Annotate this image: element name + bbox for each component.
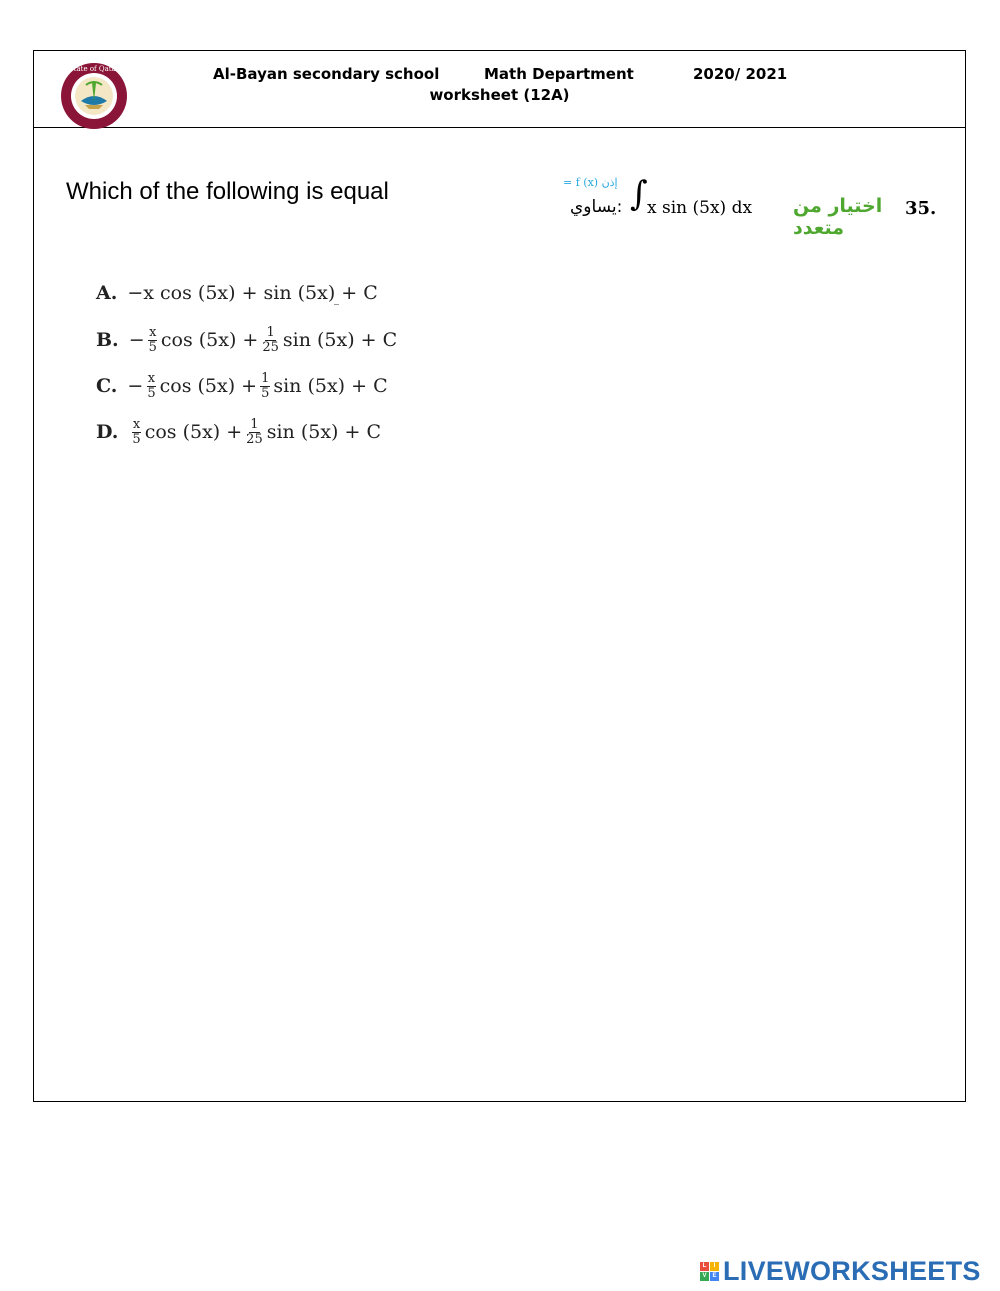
fraction: $\frac{x}{5}$ [147, 371, 156, 401]
brand-tile: I [710, 1262, 719, 1271]
option-c[interactable]: C. − $\frac{x}{5}$ cos (5x) + $\frac{1}{5}$ sin (5x) + C [96, 371, 388, 401]
brand-tile: V [700, 1272, 709, 1281]
worksheet-header [34, 51, 965, 128]
fraction: $\frac{1}{25}$ [262, 325, 279, 355]
stray-mark [334, 304, 339, 305]
brand-tiles-icon [700, 1262, 719, 1281]
school-name: Al-Bayan secondary school [213, 65, 440, 83]
integral-icon: ∫ [630, 174, 648, 214]
arabic-question-block [559, 174, 939, 239]
fraction: $\frac{x}{5}$ [132, 417, 141, 447]
multiple-choice-label: اختيار من متعدد [793, 195, 883, 239]
fraction: $\frac{1}{25}$ [246, 417, 263, 447]
option-b[interactable]: B. − $\frac{x}{5}$ cos (5x) + $\frac{1}{25}$ sin (5x) + C [96, 325, 398, 355]
worksheet-frame [33, 50, 966, 1102]
fraction: $\frac{1}{5}$ [261, 371, 270, 401]
liveworksheets-brand[interactable] [700, 1255, 981, 1287]
worksheet-title: worksheet (12A) [429, 86, 570, 104]
option-d[interactable]: D. $\frac{x}{5}$ cos (5x) + $\frac{1}{25}$ sin (5x) + C [96, 417, 381, 447]
brand-name: LIVEWORKSHEETS [723, 1255, 981, 1286]
fraction: $\frac{x}{5}$ [148, 325, 157, 355]
school-year: 2020/ 2021 [693, 65, 788, 83]
svg-text:State of Qatar: State of Qatar [68, 65, 120, 73]
department-name: Math Department [484, 65, 634, 83]
brand-tile: E [710, 1272, 719, 1281]
equals-arabic: يساوي: [570, 197, 623, 217]
brand-tile: L [700, 1262, 709, 1271]
question-prompt: Which of the following is equal [66, 178, 389, 205]
option-a[interactable]: A. −x cos (5x) + sin (5x) + C [96, 282, 378, 304]
integral-expression: x sin (5x) dx [647, 198, 753, 218]
question-number: 35. [905, 198, 937, 219]
fx-note: = f (x) إذن [563, 176, 618, 189]
